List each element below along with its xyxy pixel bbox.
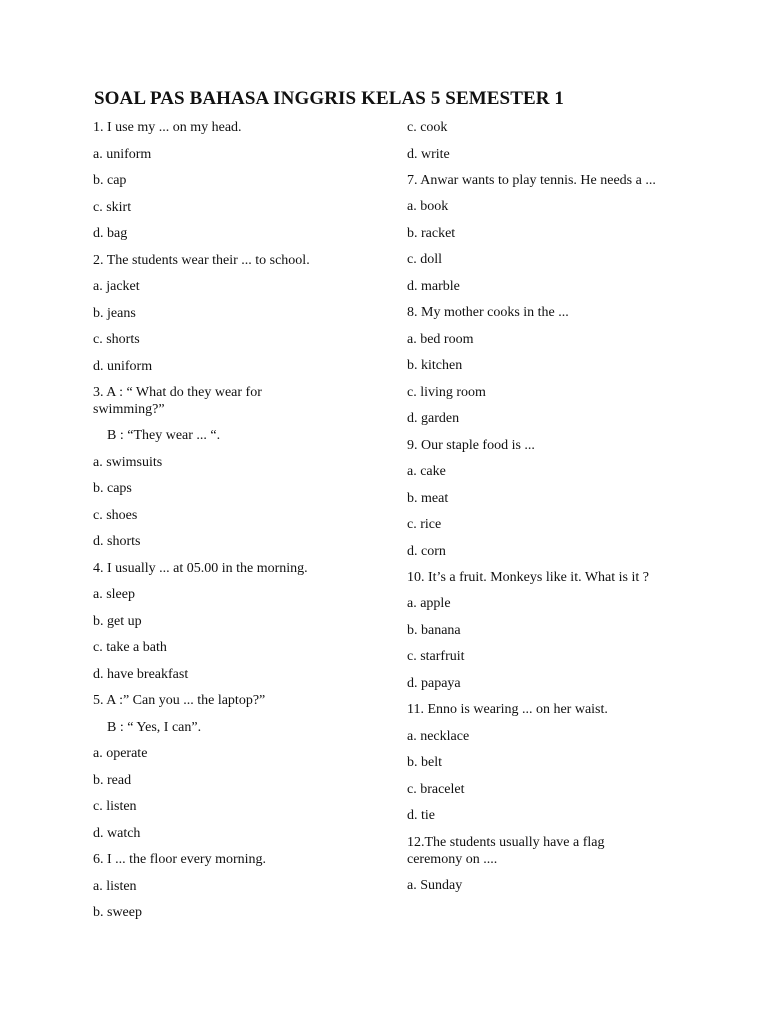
option-4d: d. have breakfast bbox=[93, 666, 189, 682]
question-1: 1. I use my ... on my head. bbox=[93, 120, 242, 135]
option-1d: d. bag bbox=[93, 226, 128, 241]
option-9d: d. corn bbox=[407, 543, 446, 559]
question-12: 12.The students usually have a flag ceremony on .... bbox=[407, 834, 605, 867]
option-5a: a. operate bbox=[93, 746, 148, 761]
question-10: 10. It’s a fruit. Monkeys like it. What is it ? bbox=[407, 570, 649, 585]
question-7: 7. Anwar wants to play tennis. He needs a ... bbox=[407, 173, 656, 188]
option-7d: d. marble bbox=[407, 278, 460, 294]
option-6d: d. write bbox=[407, 146, 450, 162]
right-column bbox=[407, 119, 667, 903]
question-5-response: B : “ Yes, I can”. bbox=[107, 719, 202, 735]
option-5b: b. read bbox=[93, 772, 132, 788]
option-2a: a. jacket bbox=[93, 279, 140, 294]
option-6c: c. cook bbox=[407, 120, 448, 135]
option-6a: a. listen bbox=[93, 878, 137, 894]
option-9a: a. cake bbox=[407, 464, 446, 479]
option-7a: a. book bbox=[407, 199, 449, 214]
option-10d: d. papaya bbox=[407, 675, 461, 691]
option-7b: b. racket bbox=[407, 225, 456, 241]
option-12a: a. Sunday bbox=[407, 877, 463, 893]
left-column bbox=[93, 119, 363, 931]
option-6b: b. sweep bbox=[93, 905, 142, 920]
option-11d: d. tie bbox=[407, 808, 435, 823]
option-4a: a. sleep bbox=[93, 587, 135, 602]
option-2b: b. jeans bbox=[93, 305, 136, 321]
option-8b: b. kitchen bbox=[407, 358, 463, 373]
question-4: 4. I usually ... at 05.00 in the morning. bbox=[93, 560, 308, 576]
option-9c: c. rice bbox=[407, 517, 442, 532]
option-2d: d. uniform bbox=[93, 358, 153, 374]
option-10b: b. banana bbox=[407, 622, 461, 638]
question-8: 8. My mother cooks in the ... bbox=[407, 305, 569, 320]
option-8d: d. garden bbox=[407, 411, 460, 426]
option-5d: d. watch bbox=[93, 825, 141, 841]
option-10c: c. starfruit bbox=[407, 649, 465, 664]
option-7c: c. doll bbox=[407, 252, 442, 267]
option-11c: c. bracelet bbox=[407, 781, 465, 797]
question-5: 5. A :” Can you ... the laptop?” bbox=[93, 693, 266, 708]
option-4c: c. take a bath bbox=[93, 640, 167, 655]
option-8c: c. living room bbox=[407, 384, 486, 400]
option-9b: b. meat bbox=[407, 490, 449, 506]
page-title: SOAL PAS BAHASA INGGRIS KELAS 5 SEMESTER 1 bbox=[94, 88, 565, 109]
question-11: 11. Enno is wearing ... on her waist. bbox=[407, 702, 608, 717]
option-3b: b. caps bbox=[93, 481, 132, 496]
option-11b: b. belt bbox=[407, 755, 442, 770]
option-10a: a. apple bbox=[407, 596, 451, 611]
option-1c: c. skirt bbox=[93, 199, 132, 215]
question-6: 6. I ... the floor every morning. bbox=[93, 852, 267, 867]
option-3d: d. shorts bbox=[93, 534, 141, 549]
option-1b: b. cap bbox=[93, 173, 127, 188]
option-1a: a. uniform bbox=[93, 146, 152, 162]
question-2: 2. The students wear their ... to school. bbox=[93, 252, 310, 268]
option-11a: a. necklace bbox=[407, 728, 470, 744]
option-4b: b. get up bbox=[93, 613, 142, 629]
option-3a: a. swimsuits bbox=[93, 454, 163, 470]
option-5c: c. listen bbox=[93, 799, 137, 814]
option-8a: a. bed room bbox=[407, 331, 474, 347]
question-9: 9. Our staple food is ... bbox=[407, 437, 535, 453]
question-3: 3. A : “ What do they wear for swimming?” bbox=[93, 385, 262, 417]
option-2c: c. shorts bbox=[93, 332, 140, 347]
option-3c: c. shoes bbox=[93, 507, 138, 523]
question-3-response: B : “They wear ... “. bbox=[107, 428, 221, 443]
